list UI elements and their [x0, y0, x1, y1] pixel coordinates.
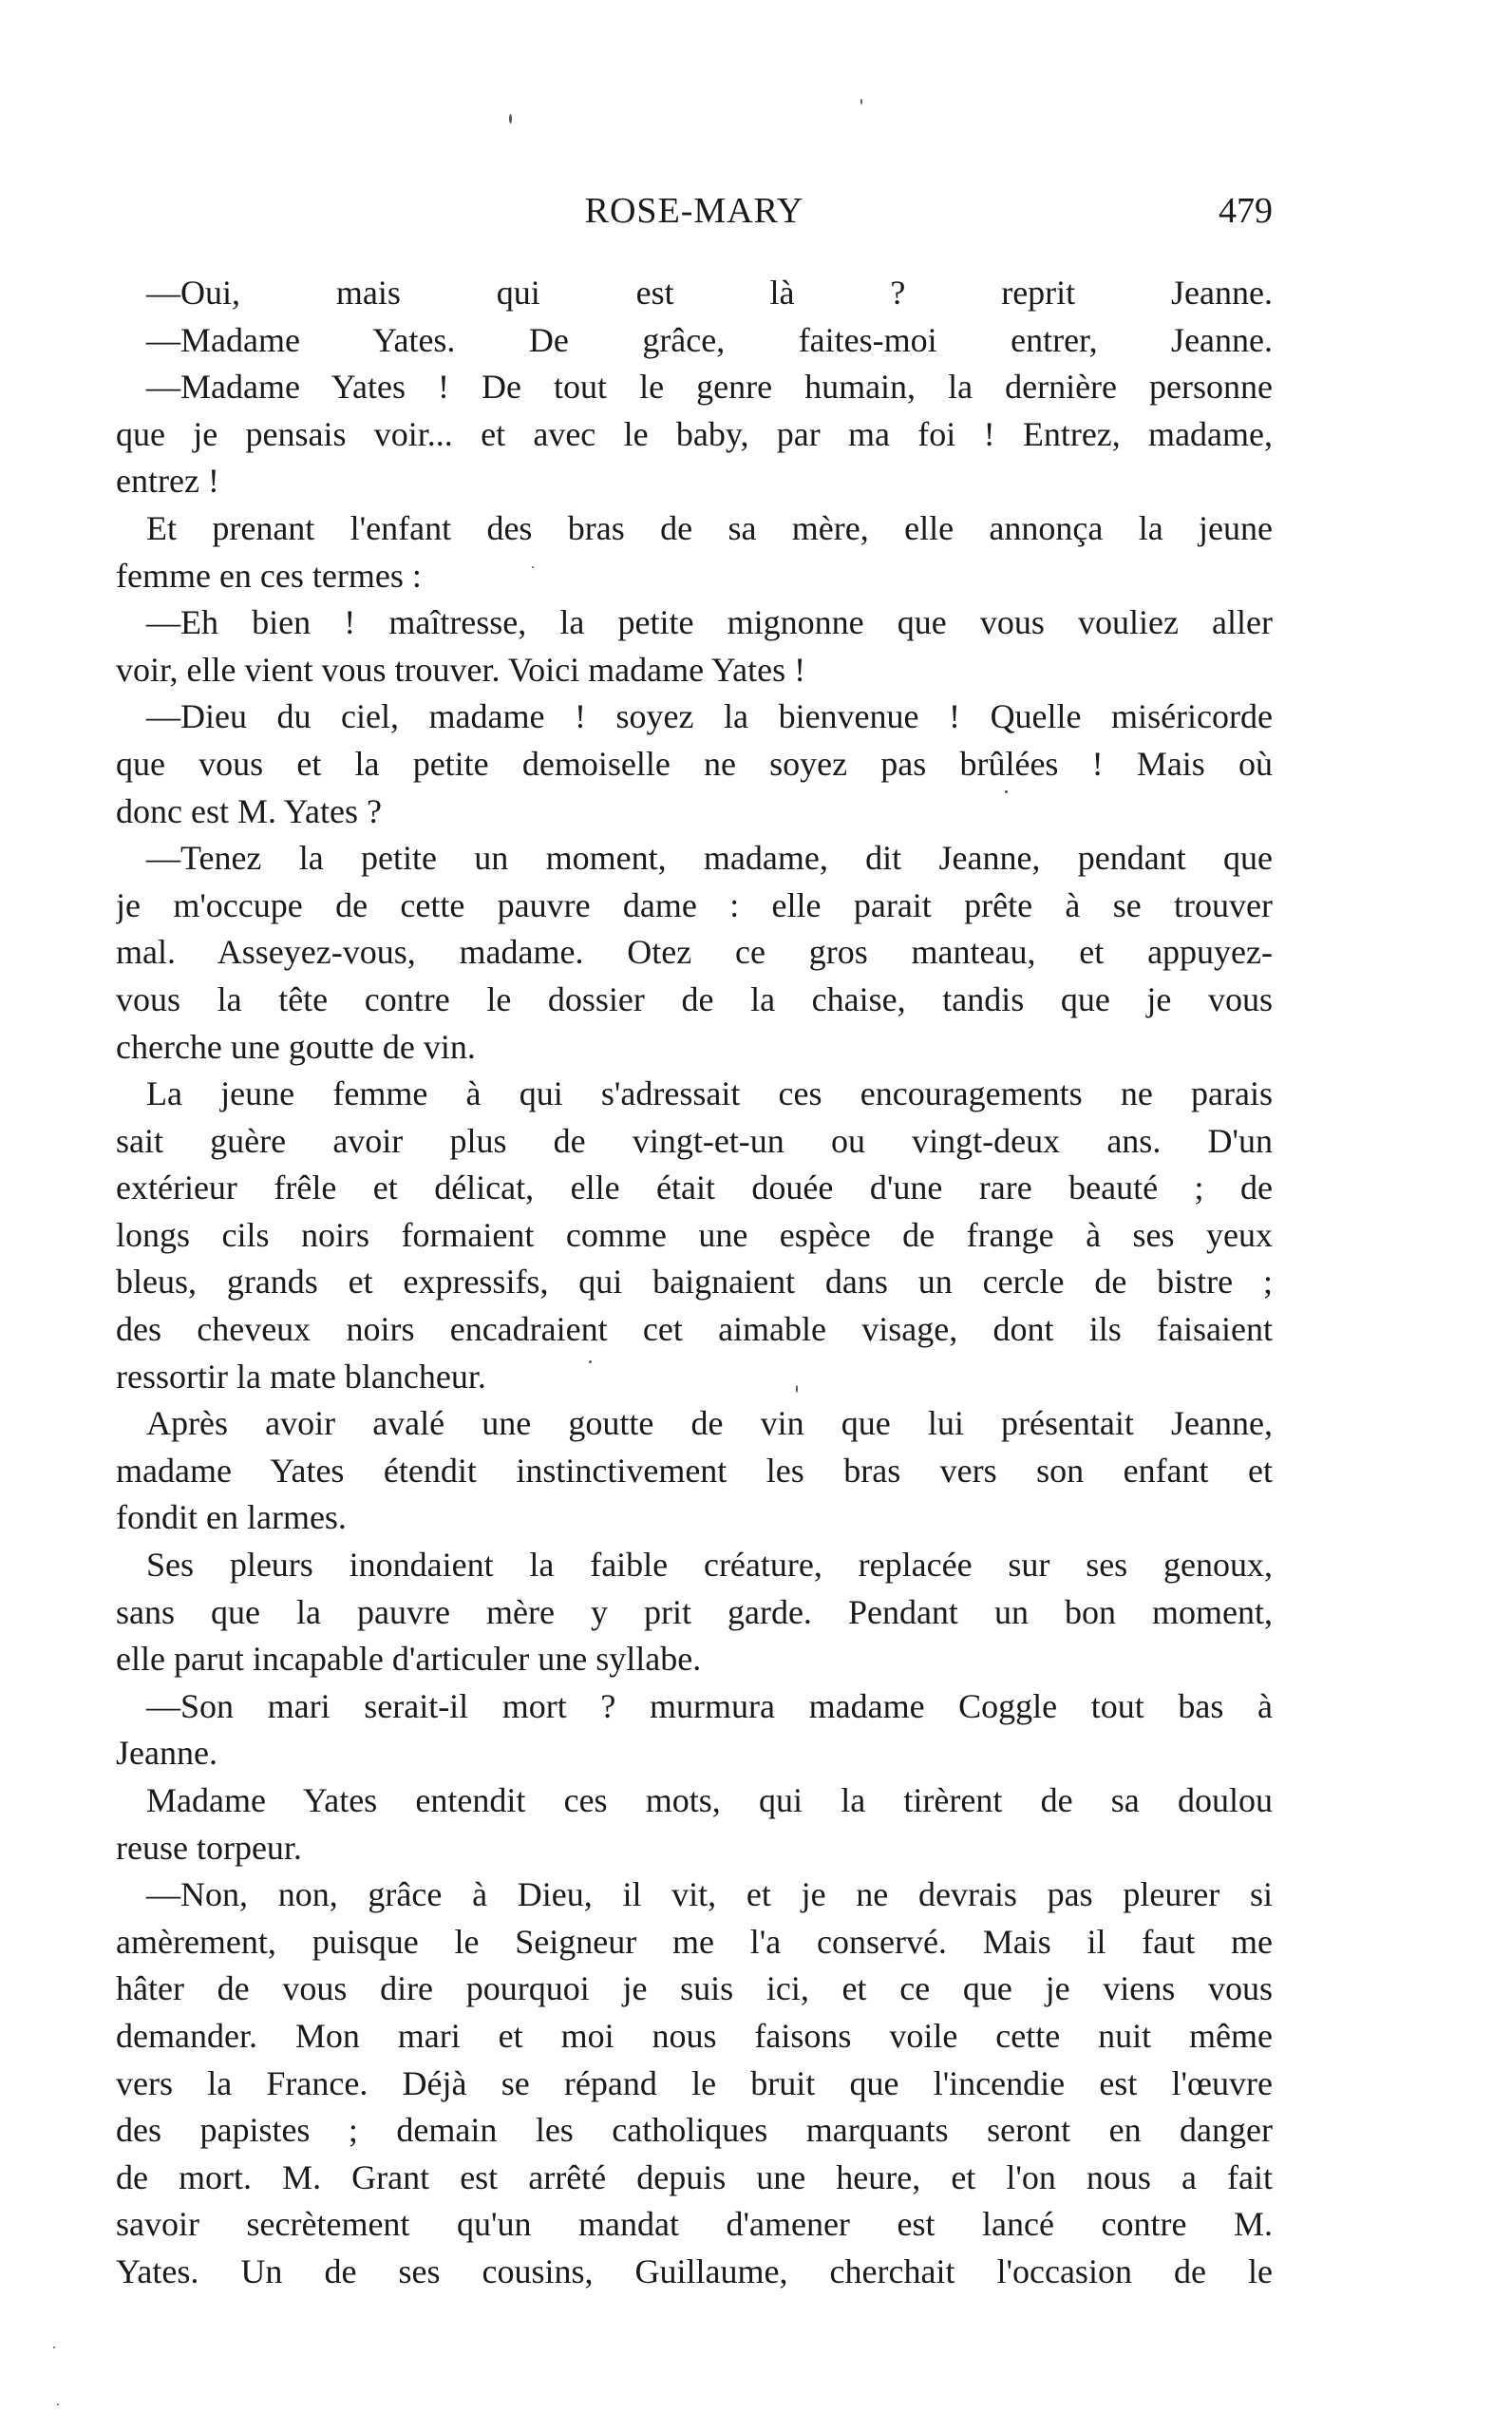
text-line: extérieur frêle et délicat, elle était douée d'une rare beauté ; de — [116, 1168, 1273, 1207]
text-line: —Son mari serait-il mort ? murmura madame Coggle tout bas à — [146, 1686, 1273, 1725]
text-line: ressortir la mate blancheur. — [116, 1357, 486, 1396]
text-line: —Non, non, grâce à Dieu, il vit, et je ne devrais pas pleurer si — [146, 1875, 1273, 1914]
text-line: des papistes ; demain les catholiques marquants seront en danger — [116, 2111, 1273, 2150]
text-line: femme en ces termes : — [116, 556, 422, 595]
text-line: longs cils noirs formaient comme une espèce de frange à ses yeux — [116, 1215, 1273, 1254]
text-line: La jeune femme à qui s'adressait ces encouragements ne parais — [146, 1074, 1273, 1113]
text-line: madame Yates étendit instinctivement les bras vers son enfant et — [116, 1451, 1273, 1490]
text-line: —Eh bien ! maîtresse, la petite mignonne que vous vouliez aller — [146, 603, 1273, 642]
speck — [796, 1385, 798, 1393]
speck — [589, 1360, 592, 1363]
running-head — [116, 190, 1273, 239]
speck — [1005, 790, 1008, 793]
speck — [532, 566, 534, 568]
text-line: que je pensais voir... et avec le baby, par ma foi ! Entrez, madame, — [116, 414, 1273, 453]
text-line: sait guère avoir plus de vingt-et-un ou vingt-deux ans. D'un — [116, 1121, 1273, 1160]
speck — [53, 2346, 55, 2348]
speck — [860, 99, 862, 104]
text-line: —Madame Yates. De grâce, faites-moi entrer, Jeanne. — [146, 320, 1273, 359]
text-line: —Tenez la petite un moment, madame, dit Jeanne, pendant que — [146, 839, 1273, 878]
text-line: sans que la pauvre mère y prit garde. Pendant un bon moment, — [116, 1592, 1273, 1631]
text-line: vous la tête contre le dossier de la chaise, tandis que je vous — [116, 979, 1273, 1018]
text-line: elle parut incapable d'articuler une syllabe. — [116, 1640, 702, 1679]
text-line: vers la France. Déjà se répand le bruit que l'incendie est l'œuvre — [116, 2063, 1273, 2102]
text-line: Madame Yates entendit ces mots, qui la tirèrent de sa doulou — [146, 1781, 1273, 1819]
text-line: fondit en larmes. — [116, 1498, 347, 1537]
text-line: donc est M. Yates ? — [116, 791, 382, 830]
text-line: hâter de vous dire pourquoi je suis ici, et ce que je viens vous — [116, 1969, 1273, 2008]
text-line: —Dieu du ciel, madame ! soyez la bienvenue ! Quelle miséricorde — [146, 697, 1273, 736]
text-line: savoir secrètement qu'un mandat d'amener est lancé contre M. — [116, 2205, 1273, 2244]
text-line: cherche une goutte de vin. — [116, 1027, 476, 1066]
text-line: amèrement, puisque le Seigneur me l'a conservé. Mais il faut me — [116, 1922, 1273, 1961]
text-line: demander. Mon mari et moi nous faisons voile cette nuit même — [116, 2016, 1273, 2055]
speck — [509, 114, 512, 124]
text-line: voir, elle vient vous trouver. Voici madame Yates ! — [116, 650, 806, 689]
speck — [57, 2404, 59, 2405]
text-line: Jeanne. — [116, 1734, 217, 1773]
running-title: ROSE-MARY — [584, 191, 804, 231]
text-line: Après avoir avalé une goutte de vin que lui présentait Jeanne, — [146, 1404, 1273, 1443]
text-line: —Madame Yates ! De tout le genre humain, la dernière personne — [146, 368, 1273, 407]
page-number: 479 — [1219, 191, 1273, 231]
body-text — [116, 270, 1273, 2296]
text-line: de mort. M. Grant est arrêté depuis une heure, et l'on nous a fait — [116, 2157, 1273, 2196]
text-line: —Oui, mais qui est là ? reprit Jeanne. — [146, 274, 1273, 312]
text-line: Yates. Un de ses cousins, Guillaume, cherchait l'occasion de le — [116, 2252, 1273, 2290]
text-line: je m'occupe de cette pauvre dame : elle parait prête à se trouver — [116, 885, 1273, 924]
text-line: bleus, grands et expressifs, qui baignaient dans un cercle de bistre ; — [116, 1263, 1273, 1302]
text-line: Ses pleurs inondaient la faible créature, replacée sur ses genoux, — [146, 1546, 1273, 1585]
text-line: que vous et la petite demoiselle ne soyez pas brûlées ! Mais où — [116, 744, 1273, 783]
text-line: mal. Asseyez-vous, madame. Otez ce gros manteau, et appuyez- — [116, 933, 1273, 972]
text-line: des cheveux noirs encadraient cet aimable visage, dont ils faisaient — [116, 1310, 1273, 1349]
text-line: entrez ! — [116, 462, 219, 501]
text-line: Et prenant l'enfant des bras de sa mère, elle annonça la jeune — [146, 508, 1273, 547]
text-line: reuse torpeur. — [116, 1828, 302, 1867]
